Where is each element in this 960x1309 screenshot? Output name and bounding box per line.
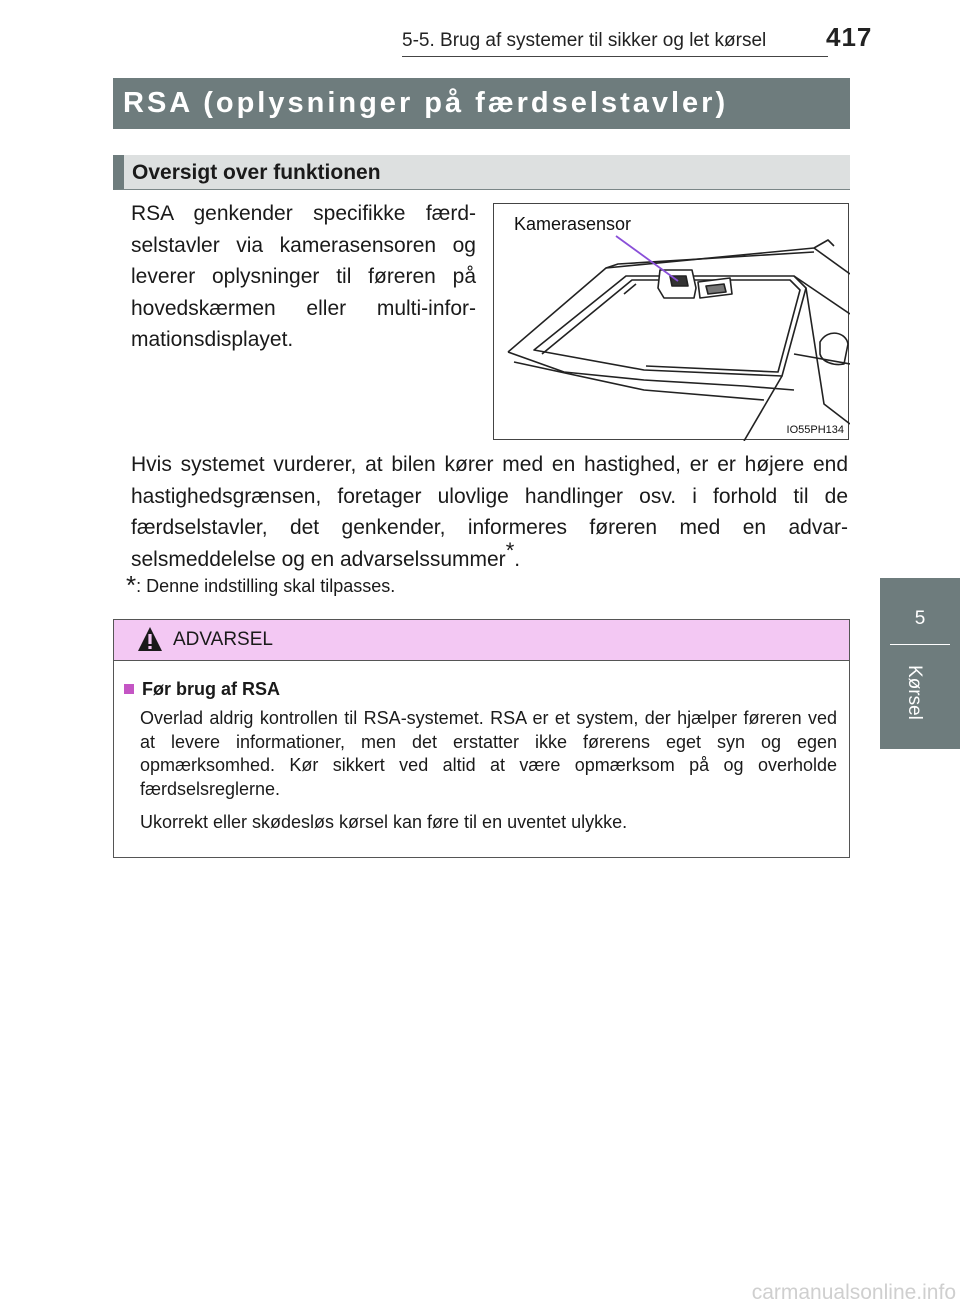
- footnote-ref: *: [505, 537, 515, 563]
- footnote: [126, 570, 395, 601]
- watermark: carmanualsonline.info: [751, 1281, 956, 1304]
- windshield-figure: [493, 203, 849, 440]
- warning-text-1: Overlad aldrig kontrollen til RSA-systemet. RSA er et system, der hjælper føreren ved at levere informationer, men det erstatter ikke førerens eget syn og egen opmærksomhed. Kør sikkert ved altid at være opmærksom på og overholde færdselsreglerne.: [140, 708, 837, 799]
- header-rule: [402, 56, 828, 57]
- warning-heading: ADVARSEL: [173, 629, 273, 650]
- page-number: 417: [826, 22, 873, 52]
- figure-code: IO55PH134: [786, 424, 844, 436]
- paragraph-2: [131, 449, 848, 575]
- side-tab: [880, 578, 960, 749]
- bullet-title-text: Før brug af RSA: [142, 679, 280, 699]
- figure-label: Kamerasensor: [514, 214, 632, 234]
- warning-box: [113, 619, 850, 858]
- warning-triangle-icon: [137, 625, 163, 653]
- side-tab-label: Kørsel: [904, 665, 925, 720]
- bullet-title: [124, 679, 280, 700]
- windshield-illustration: [494, 204, 850, 441]
- paragraph-2-end: .: [514, 547, 521, 571]
- side-tab-label-wrap: [904, 665, 960, 720]
- footnote-text: : Denne indstilling skal tilpasses.: [136, 576, 396, 596]
- paragraph-2-text: Hvis systemet vurderer, at bilen kører med en hastighed, er er højere end hastighedsgrænsen, foretager ulovlige handlinger osv. i forhold til de færdselstavler, det genkender, informeres føreren med en advar-selsmeddelelse og en advarselssummer: [131, 453, 848, 571]
- warning-text-2: Ukorrekt eller skødesløs kørsel kan føre til en uventet ulykke.: [140, 812, 628, 832]
- side-tab-rule: [890, 644, 950, 645]
- warning-header: [114, 620, 849, 661]
- main-title: RSA (oplysninger på færdselstavler): [113, 78, 850, 129]
- footnote-mark: *: [126, 570, 137, 600]
- header-section: 5-5. Brug af systemer til sikker og let kørsel: [402, 30, 767, 51]
- sub-title: Oversigt over funktionen: [113, 155, 850, 190]
- intro-text: RSA genkender specifikke færd-selstavler via kamerasensoren og leverer oplysninger til føreren på hovedskærmen eller multi-infor-mationsdisplayet.: [131, 202, 476, 351]
- side-tab-number: 5: [914, 608, 926, 629]
- bullet-square-icon: [124, 684, 134, 694]
